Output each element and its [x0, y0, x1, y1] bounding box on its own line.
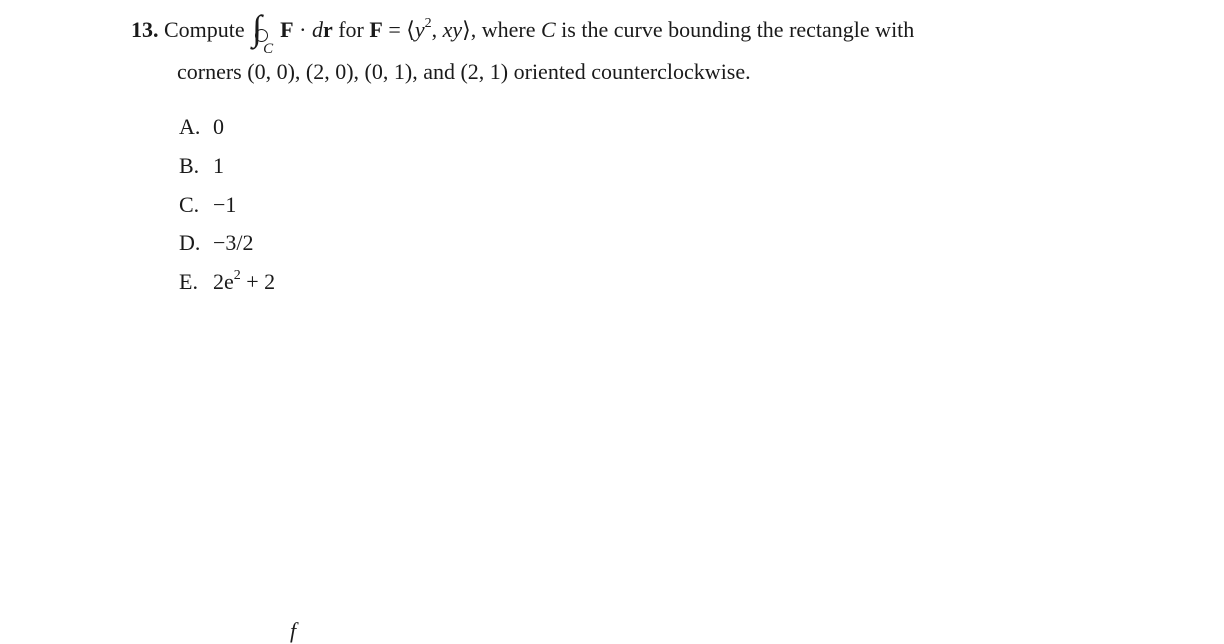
question-line-2: corners (0, 0), (2, 0), (0, 1), and (2, 1) oriented counterclockwise. [177, 59, 751, 84]
choice-value: 1 [213, 152, 224, 178]
integral-subscript: C [263, 41, 274, 57]
angle-open: ⟨ [406, 17, 415, 42]
choice-value: −3/2 [213, 230, 254, 256]
choice-value-tail: + 2 [240, 269, 276, 295]
for-text: for [332, 17, 370, 42]
choice-letter: D. [179, 230, 201, 256]
equals-sign: = [382, 17, 407, 42]
field-xy: xy [442, 17, 463, 42]
choice-value: −1 [213, 191, 237, 217]
integrand-r: r [322, 17, 333, 42]
field-y-exponent: 2 [424, 15, 432, 31]
choice-c[interactable] [179, 190, 275, 229]
choice-letter: B. [179, 152, 200, 178]
choice-value-base: 2e [213, 269, 234, 295]
field-comma: , [431, 17, 443, 42]
choice-e[interactable] [179, 267, 275, 306]
next-question-fragment: f [290, 618, 297, 643]
question-intro: Compute [164, 17, 245, 42]
choice-b[interactable] [179, 151, 275, 190]
choice-a[interactable] [179, 112, 275, 151]
field-F: F [369, 17, 383, 42]
question-line-1-rest: is the curve bounding the rectangle with [555, 17, 915, 42]
where-text: , where [470, 17, 541, 42]
integral-sign: ∫ [252, 8, 263, 48]
choice-d[interactable] [179, 228, 275, 267]
integrand-dot: · [293, 17, 312, 42]
question-line-1 [131, 8, 1091, 57]
question-number: 13. [131, 17, 159, 42]
choice-value: 0 [213, 114, 224, 139]
question-13 [131, 8, 1091, 84]
angle-close: ⟩ [462, 17, 471, 42]
field-y: y [414, 17, 425, 42]
choice-letter: A. [179, 114, 201, 139]
choice-letter: C. [179, 191, 200, 217]
integrand-d: d [311, 17, 323, 42]
answer-choices [179, 112, 275, 306]
integrand-F: F [280, 17, 294, 42]
curve-C: C [540, 17, 556, 42]
contour-integral-symbol [250, 8, 280, 57]
choice-letter: E. [179, 269, 198, 295]
choice-value-exponent: 2 [233, 267, 241, 283]
